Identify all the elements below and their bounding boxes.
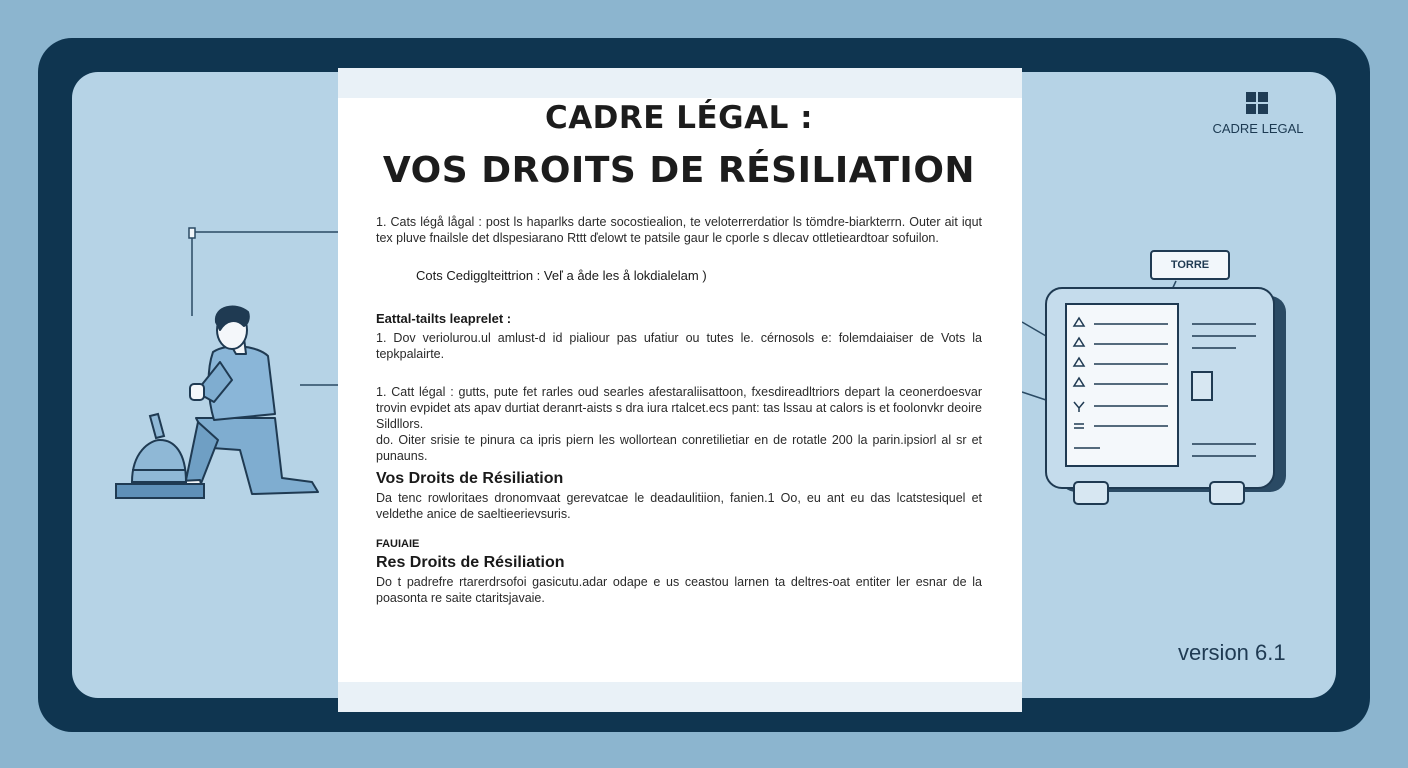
legal-document bbox=[338, 98, 1022, 682]
connector-node bbox=[189, 228, 195, 238]
torre-badge: TORRE bbox=[1150, 250, 1230, 280]
paragraph-6: Do t padrefre rtarerdrsofoi gasicutu.adar odape e us ceastou larnen ta deltres-oat entiter ler esnar de la poasonta re saite ctaritsjavaie. bbox=[376, 575, 982, 605]
version-label: version 6.1 bbox=[1178, 640, 1286, 665]
paragraph-2: 1. Dov veriolurou.ul amlust-d id pialiour pas ufatiur ou tutes le. cérnosols e: folemdaiaiser de Vots la tepkpalairte. bbox=[376, 331, 982, 361]
brand-logo bbox=[1206, 92, 1310, 136]
section-heading-a: Eattal-tailts leaprelet : bbox=[376, 311, 512, 326]
document-title-line2: VOS DROITS DE RÉSILIATION bbox=[382, 150, 976, 191]
paragraph-5: Da tenc rowloritaes dronomvaat gerevatcae le deadaulitiion, fanien.1 Oo, eu ant eu das lcatstesiquel et veldethe anice de saeltieerievsuris. bbox=[376, 491, 982, 521]
checklist-device-icon bbox=[1046, 288, 1286, 504]
paragraph-4: do. Oiter srisie te pinura ca ipris piern les wollortean conretilietiar en de rotatle 200 la parin.ipsiorl al sr et punauns. bbox=[376, 433, 982, 463]
brand-label: CADRE LEGAL bbox=[1212, 121, 1304, 136]
section-heading-b: Vos Droits de Résiliation bbox=[376, 470, 564, 487]
paragraph-3: 1. Catt légal : gutts, pute fet rarles oud searles afestaraliisattoon, fxesdireadltriors depart la ceonerdoesvar trovin evpidet ats apav durtiat deranrt-aists s dra iura rtalcet.ecs pant: tas lssau at calors is et foolonvkr deoire Sildllors. bbox=[376, 385, 982, 431]
section-heading-c: Res Droits de Résiliation bbox=[376, 554, 565, 571]
paragraph-1: 1. Cats légå lågal : post ls haparlks darte socostiealion, te veloterrerdatior ls tömdre-biarkterrn. Outer ait iqut tex pluve fnailsle det dlspesiarano Rttt ďelowt te patsile gaur le cporle s dlecav ottletieardtoar sofuilon. bbox=[376, 215, 982, 245]
document-title-line1: CADRE LÉGAL : bbox=[544, 100, 814, 136]
sub-line: Cots Cedigglteittrion : Veľ a åde les å lokdialelam ) bbox=[416, 268, 707, 283]
small-label: FAUIAIE bbox=[376, 538, 420, 550]
grid-logo-icon bbox=[1246, 92, 1270, 116]
